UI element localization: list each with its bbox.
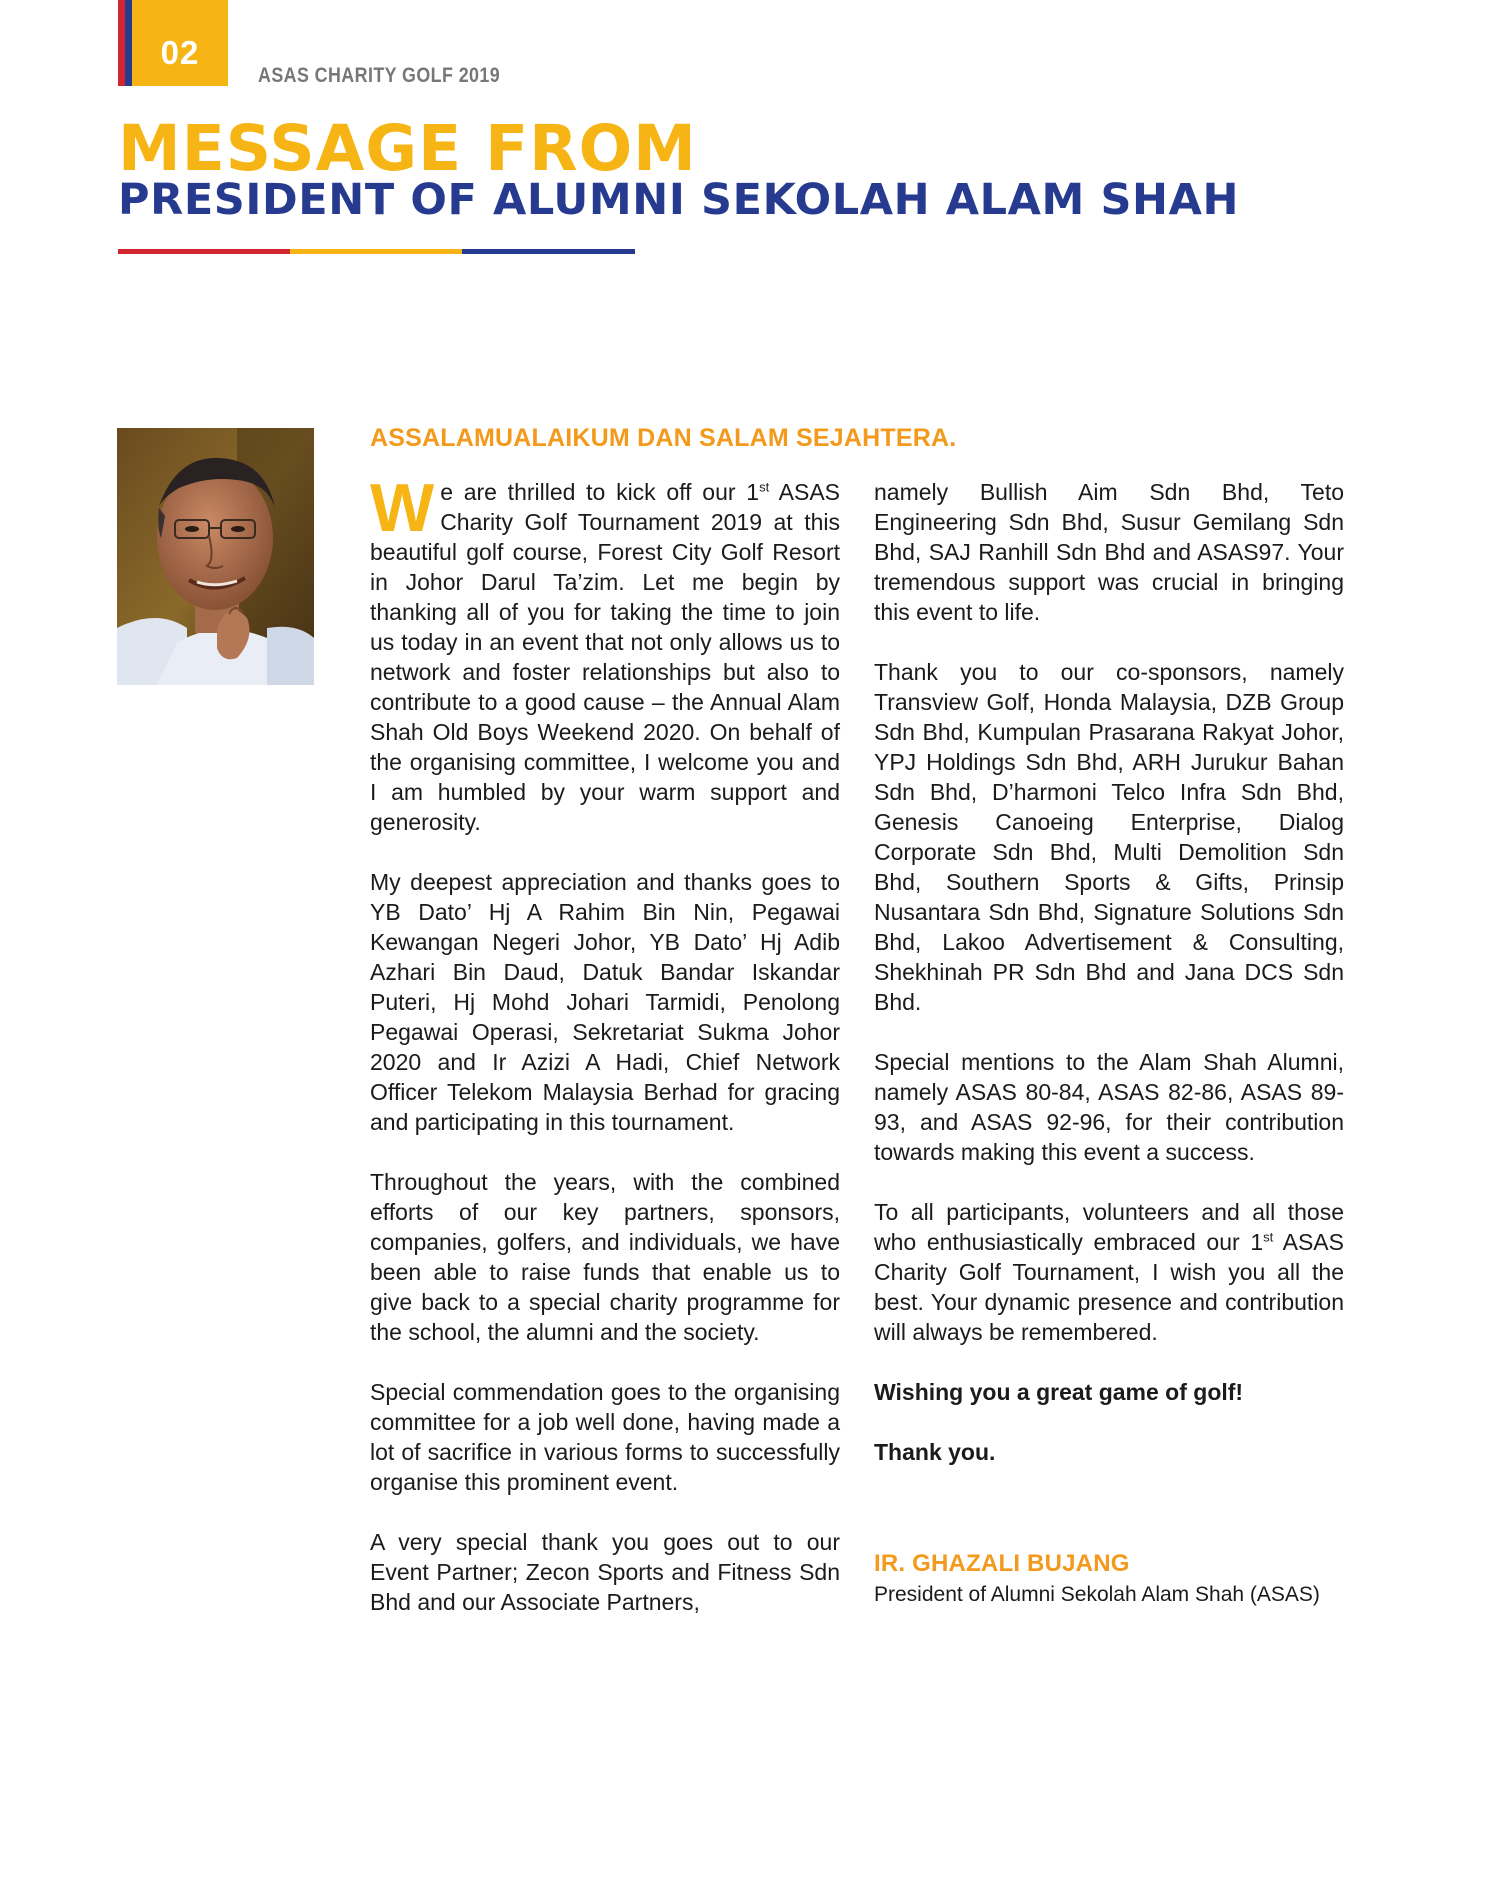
paragraph-welcome [370,470,841,837]
paragraph-event-partner: A very special thank you goes out to our Event Partner; Zecon Sports and Fitness Sdn Bhd and our Associate Partners, [370,1529,840,1615]
title-underline-red [118,249,290,254]
paragraph-text: ASAS Charity Golf Tournament, I wish you all the best. Your dynamic presence and contribution will always be remembered. [874,1229,1344,1345]
signer-title: President of Alumni Sekolah Alam Shah (ASAS) [874,1583,1320,1606]
paragraph-participants-thanks [874,1197,1344,1347]
superscript: st [759,479,770,495]
paragraph-committee-commendation: Special commendation goes to the organising committee for a job well done, having made a lot of sacrifice in various forms to successfully organise this prominent event. [370,1379,840,1495]
paragraph-partners-efforts: Throughout the years, with the combined efforts of our key partners, sponsors, companies, golfers, and individuals, we have been able to raise funds that enable us to give back to a special charity programme for the school, the alumni and the society. [370,1169,840,1345]
portrait-illustration [117,428,314,685]
paragraph-alumni-mentions: Special mentions to the Alam Shah Alumni, namely ASAS 80-84, ASAS 82-86, ASAS 89-93, and ASAS 92-96, for their contribution towards making this event a success. [874,1049,1344,1165]
paragraph-text: e are thrilled to kick off our 1 [440,479,760,505]
page-title-line1: MESSAGE FROM [118,112,697,185]
message-left-column [370,470,841,1647]
superscript: st [1263,1229,1274,1245]
paragraph-wishing: Wishing you a great game of golf! [874,1379,1244,1405]
message-right-column [874,477,1344,1609]
paragraph-text: ASAS Charity Golf Tournament 2019 at this beautiful golf course, Forest City Golf Resort in Johor Darul Ta’zim. Let me begin by thanking all of you for taking the time to join us today in an event that not only allows us to network and foster relationships but also to contribute to a good cause – the Annual Alam Shah Old Boys Weekend 2020. On behalf of the organising committee, I welcome you and I am humbled by your warm support and generosity. [370,479,841,835]
running-header-title: ASAS CHARITY GOLF 2019 [258,64,501,87]
page-number: 02 [160,34,200,71]
paragraph-associate-partners: namely Bullish Aim Sdn Bhd, Teto Engineering Sdn Bhd, Susur Gemilang Sdn Bhd, SAJ Ranhill Sdn Bhd and ASAS97. Your tremendous support was crucial in bringing this event to life. [874,479,1344,625]
header-tab-red-stripe [118,0,125,86]
header-tab-blue-stripe [125,0,132,86]
title-underline-blue [462,249,635,254]
president-portrait-photo [117,428,314,685]
drop-cap: W [370,470,435,546]
page-title-line2: PRESIDENT OF ALUMNI SEKOLAH ALAM SHAH [118,175,1240,225]
title-underline-yellow [290,249,462,254]
paragraph-text: To all participants, volunteers and all those who enthusiastically embraced our 1 [874,1199,1344,1255]
paragraph-appreciation: My deepest appreciation and thanks goes to YB Dato’ Hj A Rahim Bin Nin, Pegawai Kewangan Negeri Johor, YB Dato’ Hj Adib Azhari Bin Daud, Datuk Bandar Iskandar Puteri, Hj Mohd Johari Tarmidi, Penolong Pegawai Operasi, Sekretariat Sukma Johor 2020 and Ir Azizi A Hadi, Chief Network Officer Telekom Malaysia Berhad for gracing and participating in this tournament. [370,869,840,1135]
greeting-heading: ASSALAMUALAIKUM DAN SALAM SEJAHTERA. [370,424,957,452]
signer-name: IR. GHAZALI BUJANG [874,1550,1130,1577]
paragraph-thank-you: Thank you. [874,1439,996,1465]
paragraph-co-sponsors: Thank you to our co-sponsors, namely Transview Golf, Honda Malaysia, DZB Group Sdn Bhd, Kumpulan Prasarana Rakyat Johor, YPJ Holdings Sdn Bhd, ARH Jurukur Bahan Sdn Bhd, D’harmoni Telco Infra Sdn Bhd, Genesis Canoeing Enterprise, Dialog Corporate Sdn Bhd, Multi Demolition Sdn Bhd, Southern Sports & Gifts, Prinsip Nusantara Sdn Bhd, Signature Solutions Sdn Bhd, Lakoo Advertisement & Consulting, Shekhinah PR Sdn Bhd and Jana DCS Sdn Bhd. [874,659,1344,1015]
